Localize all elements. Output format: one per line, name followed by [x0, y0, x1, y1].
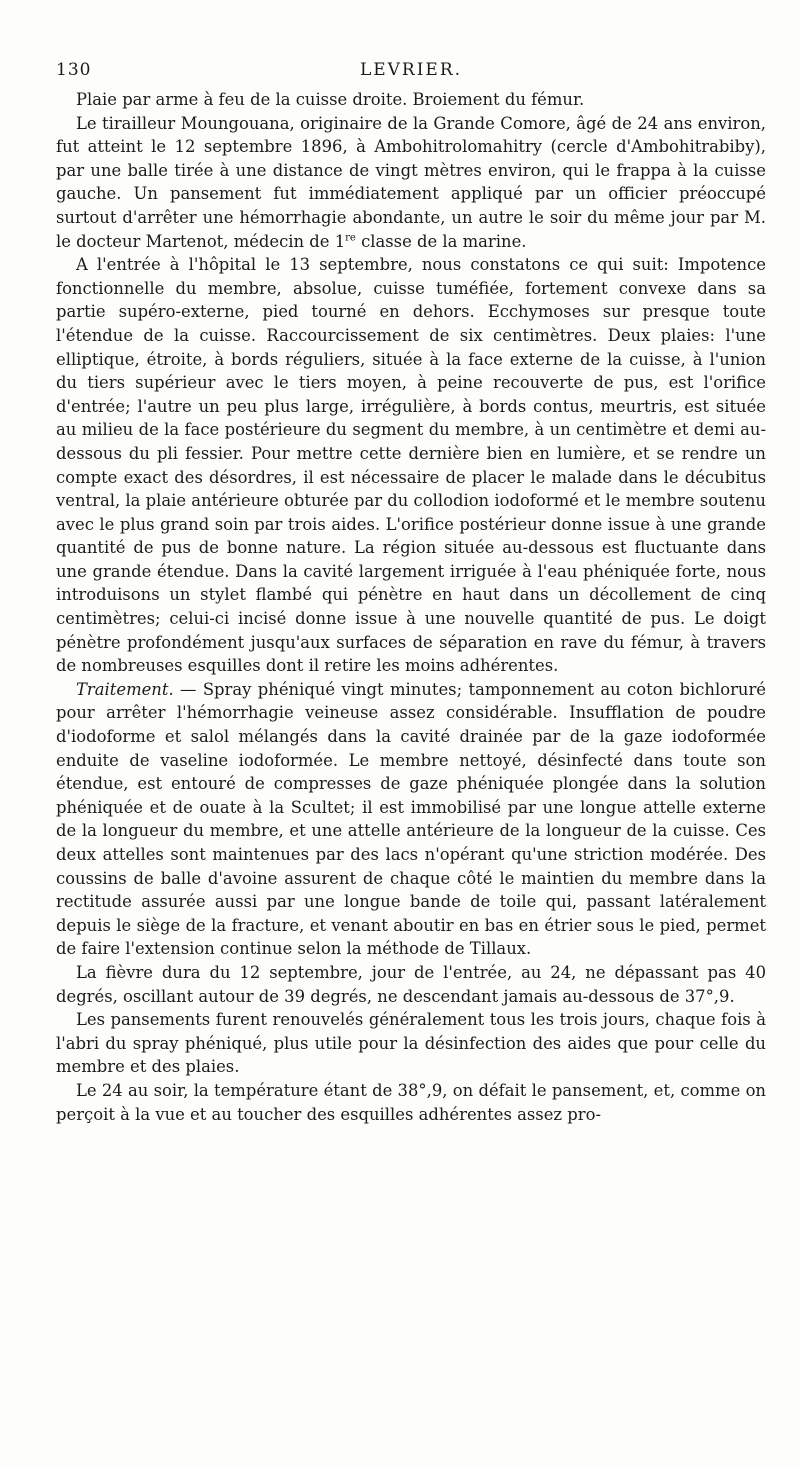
- paragraph-followup-text: Le 24 au soir, la température étant de 38°,9, on défait le pansement, et, comme on perçoit à la vue et au toucher des esquilles adhérentes assez pro-: [56, 1080, 766, 1124]
- paragraph-treatment-text: — Spray phéniqué vingt minutes; tamponnement au coton bichloruré pour arrêter l'hémorrhagie veineuse assez considérable. Insufflation de poudre d'iodoforme et salol mélangés dans la cavité drainée par de la gaze iodoformée enduite de vaseline iodoformée. Le membre nettoyé, désinfecté dans toute son étendue, est entouré de compresses de gaze phéniquée plongée dans la solution phéniquée et de ouate à la Scultet; il est immobilisé par une longue attelle externe de la longueur du membre, et une attelle antérieure de la longueur de la cuisse. Ces deux attelles sont maintenues par des lacs n'opérant qu'une striction modérée. Des coussins de balle d'avoine assurent de chaque côté le maintien du membre dans la rectitude assurée aussi par une longue bande de toile qui, passant latéralement depuis le siège de la fracture, et venant aboutir en bas en étrier sous le pied, permet de faire l'extension continue selon la méthode de Tillaux.: [56, 679, 766, 959]
- paragraph-history-end: classe de la marine.: [355, 231, 527, 251]
- paragraph-followup: [56, 1079, 766, 1126]
- page-number: 130: [56, 60, 92, 80]
- case-heading-text: Plaie par arme à feu de la cuisse droite. Broiement du fémur.: [76, 90, 585, 109]
- paragraph-examination: [56, 253, 766, 678]
- paragraph-history-text: Le tirailleur Moungouana, originaire de la Grande Comore, âgé de 24 ans environ, fut atteint le 12 septembre 1896, à Ambohitrolomahitry (cercle d'Ambohitrabiby), par une balle tirée à une distance de vingt mètres environ, qui le frappa à la cuisse gauche. Un pansement fut immédiatement appliqué par un officier préoccupé surtout d'arrêter une hémorrhagie abondante, un autre le soir du même jour par M. le docteur Martenot, médecin de 1: [56, 113, 766, 251]
- case-heading: [56, 88, 766, 112]
- paragraph-examination-text: A l'entrée à l'hôpital le 13 septembre, nous constatons ce qui suit: Impotence fonctionnelle du membre, absolue, cuisse tuméfiée, fortement convexe dans sa partie supéro-externe, pied tourné en dehors. Ecchymoses sur presque toute l'étendue de la cuisse. Raccourcissement de six centimètres. Deux plaies: l'une elliptique, étroite, à bords réguliers, située à la face externe de la cuisse, à l'union du tiers supérieur avec le tiers moyen, à peine recouverte de pus, est l'orifice d'entrée; l'autre un peu plus large, irrégulière, à bords contus, meurtris, est située au milieu de la face postérieure du segment du membre, à un centimètre et demi au-dessous du pli fessier. Pour mettre cette dernière bien en lumière, et se rendre un compte exact des désordres, il est nécessaire de placer le malade dans le décubitus ventral, la plaie antérieure obturée par du collodion iodoformé et le membre soutenu avec le plus grand soin par trois aides. L'orifice postérieur donne issue à une grande quantité de pus de bonne nature. La région située au-dessous est fluctuante dans une grande étendue. Dans la cavité largement irriguée à l'eau phéniquée forte, nous introduisons un stylet flambé qui pénètre en haut dans un décollement de cinq centimètres; celui-ci incisé donne issue à une nouvelle quantité de pus. Le doigt pénètre profondément jusqu'aux surfaces de séparation en rave du fémur, à travers de nombreuses esquilles dont il retire les moins adhérentes.: [56, 255, 766, 676]
- ordinal-superscript: re: [345, 232, 356, 244]
- paragraph-treatment: [56, 678, 766, 961]
- paragraph-dressings: [56, 1008, 766, 1079]
- running-head: [56, 48, 766, 88]
- paragraph-fever: [56, 961, 766, 1008]
- paragraph-fever-text: La fièvre dura du 12 septembre, jour de l'entrée, au 24, ne dépassant pas 40 degrés, oscillant autour de 39 degrés, ne descendant jamais au-dessous de 37°,9.: [56, 962, 766, 1006]
- paragraph-history: [56, 112, 766, 254]
- running-title: LEVRIER.: [359, 60, 463, 80]
- body-text: [56, 88, 766, 1126]
- treatment-label: Traitement.: [76, 679, 174, 699]
- paragraph-dressings-text: Les pansements furent renouvelés généralement tous les trois jours, chaque fois à l'abri du spray phéniqué, plus utile pour la désinfection des aides que pour celle du membre et des plaies.: [56, 1010, 766, 1077]
